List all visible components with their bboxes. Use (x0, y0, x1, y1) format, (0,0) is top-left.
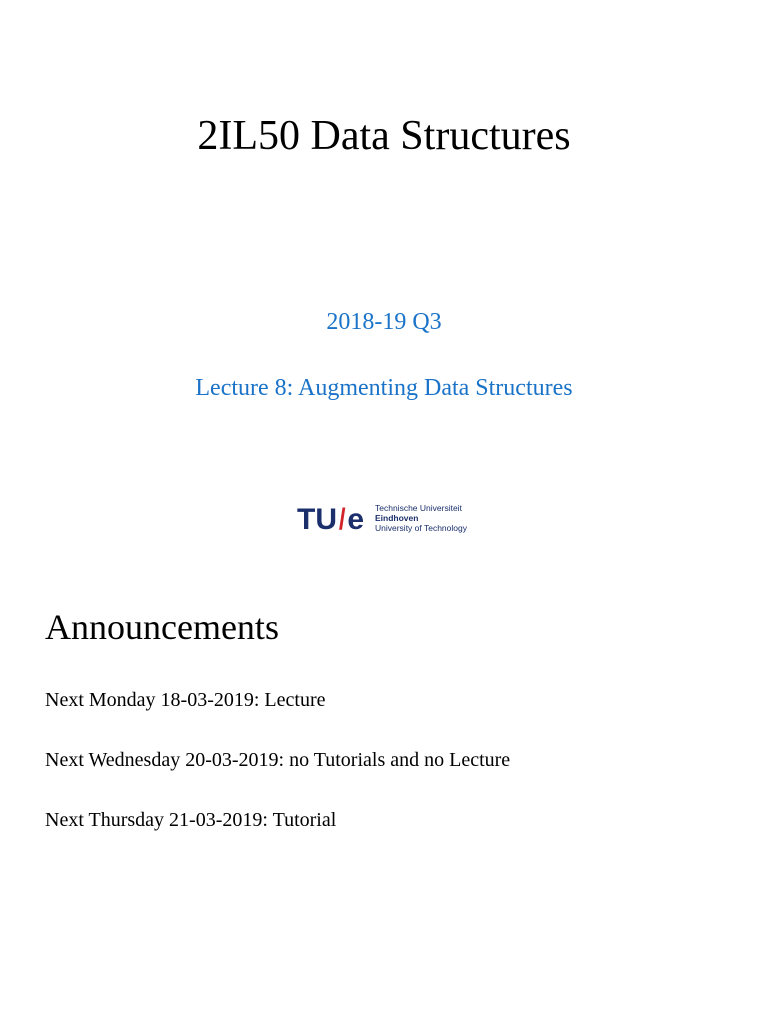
tue-logo-text (375, 503, 467, 533)
term-label: 2018-19 Q3 (326, 309, 442, 335)
logo-mark-e: e (347, 503, 365, 536)
tue-logo (297, 500, 477, 540)
announcement-item: Next Wednesday 20-03-2019: no Tutorials and no Lecture (45, 749, 511, 771)
document-title: 2IL50 Data Structures (197, 113, 571, 159)
logo-line-2: Eindhoven (375, 513, 419, 523)
announcement-item: Next Monday 18-03-2019: Lecture (45, 689, 326, 711)
logo-mark-slash: / (338, 503, 346, 536)
logo-line-1: Technische Universiteit (375, 503, 462, 513)
announcement-item: Next Thursday 21-03-2019: Tutorial (45, 809, 337, 831)
tue-logo-mark (297, 503, 364, 537)
logo-mark-tu: TU (297, 503, 337, 536)
announcements-heading: Announcements (45, 607, 279, 647)
lecture-title: Lecture 8: Augmenting Data Structures (195, 375, 573, 401)
logo-line-3: University of Technology (375, 523, 467, 533)
